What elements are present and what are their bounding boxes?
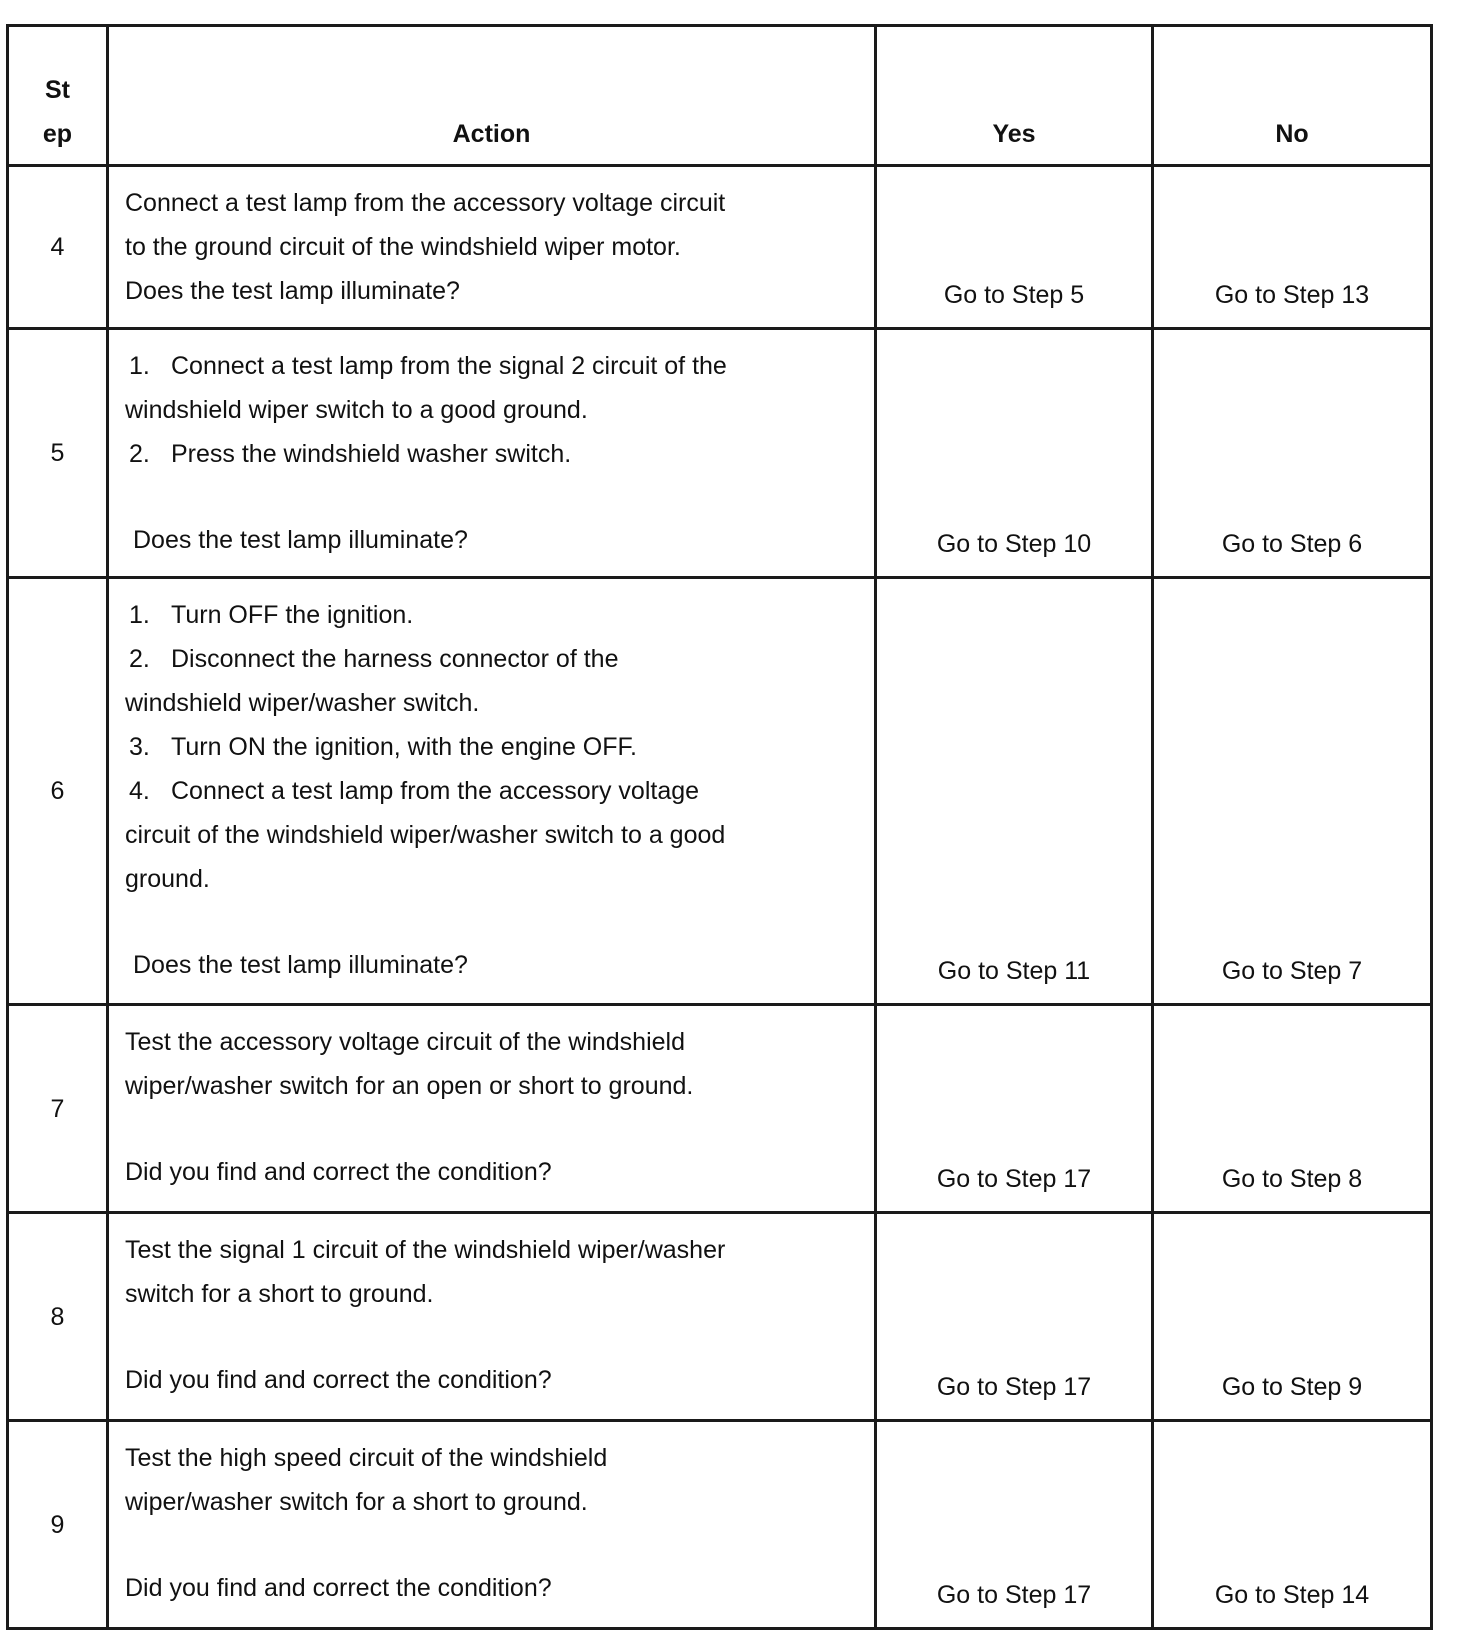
item-number: 1. [129,352,150,380]
yes-result: Go to Step 17 [876,1421,1153,1629]
action-cell [108,1421,876,1629]
item-text: Turn ON the ignition, with the engine OFF. [171,733,637,761]
action-cell [108,166,876,329]
no-result: Go to Step 14 [1153,1421,1432,1629]
step-header-line1: St [45,76,70,104]
action-list-item [125,857,860,901]
yes-result: Go to Step 17 [876,1213,1153,1421]
step-header-line2: ep [42,120,73,148]
action-line: to the ground circuit of the windshield wiper motor. [125,233,681,261]
no-result: Go to Step 7 [1153,578,1432,1005]
action-list-item [125,388,860,432]
table-row [8,1213,1432,1421]
yes-result: Go to Step 17 [876,1005,1153,1213]
item-text: Turn OFF the ignition. [171,601,414,629]
table-row [8,166,1432,329]
action-question: Does the test lamp illuminate? [133,526,468,554]
item-text: ground. [125,865,210,893]
action-cell [108,329,876,578]
action-line: Test the accessory voltage circuit of the windshield [125,1028,685,1056]
action-line: Test the high speed circuit of the windshield [125,1444,608,1472]
action-question: Does the test lamp illuminate? [133,951,468,979]
yes-result: Go to Step 10 [876,329,1153,578]
item-text: Disconnect the harness connector of the [171,645,619,673]
action-list-item [125,593,860,637]
yes-column-header: Yes [876,26,1153,166]
item-text: windshield wiper/washer switch. [125,689,480,717]
action-list-item [125,637,860,681]
no-column-header: No [1153,26,1432,166]
yes-result: Go to Step 11 [876,578,1153,1005]
action-cell [108,578,876,1005]
item-number: 3. [129,733,150,761]
item-text: windshield wiper switch to a good ground. [125,396,588,424]
step-column-header [8,26,108,166]
no-result: Go to Step 13 [1153,166,1432,329]
no-result: Go to Step 6 [1153,329,1432,578]
header-row [8,26,1432,166]
action-line: wiper/washer switch for an open or short to ground. [125,1072,694,1100]
step-number: 4 [8,166,108,329]
table-row [8,1005,1432,1213]
item-number: 2. [129,645,150,673]
action-list-item [125,725,860,769]
step-number: 9 [8,1421,108,1629]
action-question: Does the test lamp illuminate? [125,277,460,305]
action-cell [108,1213,876,1421]
item-number: 4. [129,777,150,805]
step-number: 8 [8,1213,108,1421]
action-line: wiper/washer switch for a short to ground. [125,1488,588,1516]
item-number: 1. [129,601,150,629]
table-row [8,1421,1432,1629]
action-question: Did you find and correct the condition? [125,1158,552,1186]
action-question: Did you find and correct the condition? [125,1574,552,1602]
table-row [8,578,1432,1005]
item-text: Connect a test lamp from the signal 2 circuit of the [171,352,727,380]
action-cell [108,1005,876,1213]
action-list-item [125,344,860,388]
table-row [8,329,1432,578]
item-text: Connect a test lamp from the accessory voltage [171,777,700,805]
action-list-item [125,813,860,857]
action-column-header: Action [108,26,876,166]
action-list-item [125,681,860,725]
item-text: Press the windshield washer switch. [171,440,572,468]
step-number: 6 [8,578,108,1005]
action-question: Did you find and correct the condition? [125,1366,552,1394]
diagnostic-table [6,24,1433,1630]
yes-result: Go to Step 5 [876,166,1153,329]
action-list-item [125,432,860,476]
item-number: 2. [129,440,150,468]
action-line: Test the signal 1 circuit of the windshield wiper/washer [125,1236,726,1264]
action-line: Connect a test lamp from the accessory voltage circuit [125,189,726,217]
step-number: 5 [8,329,108,578]
no-result: Go to Step 8 [1153,1005,1432,1213]
action-list-item [125,769,860,813]
step-number: 7 [8,1005,108,1213]
no-result: Go to Step 9 [1153,1213,1432,1421]
item-text: circuit of the windshield wiper/washer switch to a good [125,821,726,849]
action-line: switch for a short to ground. [125,1280,434,1308]
